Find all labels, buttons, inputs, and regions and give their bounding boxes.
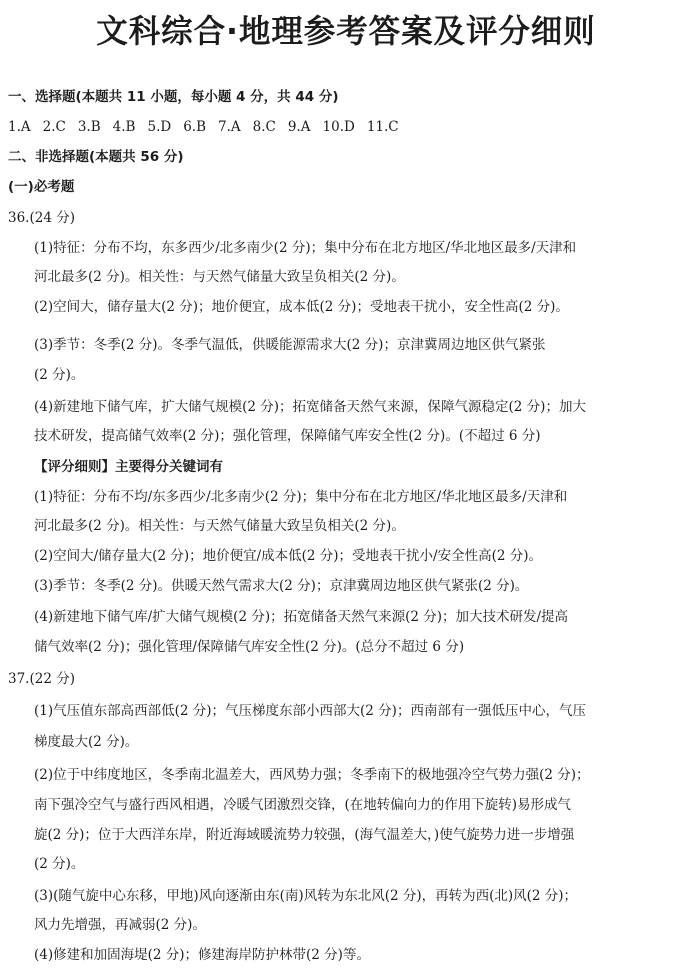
rubric-line: (4)新建地下储气库/扩大储气规模(2 分)；拓宽储备天然气来源(2 分)；加大技术研发/提高: [34, 609, 569, 625]
mc-answer: 10.D: [322, 119, 355, 135]
answer-line: 旋(2 分)；位于大西洋东岸，附近海域暖流势力较强，(海气温差大，)使气旋势力进一步增强: [34, 827, 575, 843]
answer-line: (4)修建和加固海堤(2 分)；修建海岸防护林带(2 分)等。: [34, 947, 370, 963]
rubric-line: 河北最多(2 分)。相关性：与天然气储量大致呈负相关(2 分)。: [34, 518, 405, 534]
rubric-heading: 【评分细则】主要得分关键词有: [34, 459, 223, 475]
answer-line: (2 分)。: [34, 367, 85, 383]
section2-heading: 二、非选择题(本题共 56 分): [8, 149, 184, 165]
mc-answer: 8.C: [252, 119, 276, 135]
rubric-line: 储气效率(2 分)；强化管理/保障储气库安全性(2 分)。(总分不超过 6 分): [34, 639, 465, 655]
answer-line: (3)(随气旋中心东移，甲地)风向逐渐由东(南)风转为东北风(2 分)，再转为西(北)风(2 分)；: [34, 888, 578, 904]
mc-answer: 11.C: [366, 119, 399, 135]
answer-line: 南下强冷空气与盛行西风相遇，冷暖气团激烈交锋，(在地转偏向力的作用下旋转)易形成气: [34, 797, 572, 813]
rubric-line: (1)特征：分布不均/东多西少/北多南少(2 分)；集中分布在北方地区/华北地区最多/天津和: [34, 489, 568, 505]
rubric-line: (2)空间大/储存量大(2 分)；地价便宜/成本低(2 分)；受地表干扰小/安全性高(2 分)。: [34, 548, 543, 564]
answer-line: 梯度最大(2 分)。: [34, 734, 139, 750]
answer-line: (1)气压值东部高西部低(2 分)；气压梯度东部小西部大(2 分)；西南部有一强低压中心，气压: [34, 703, 586, 719]
mc-answer: 4.B: [112, 119, 136, 135]
answer-line: (3)季节：冬季(2 分)。冬季气温低，供暖能源需求大(2 分)；京津冀周边地区供气紧张: [34, 337, 546, 353]
answer-line: 河北最多(2 分)。相关性：与天然气储量大致呈负相关(2 分)。: [34, 269, 405, 285]
mc-answer: 7.A: [218, 119, 241, 135]
answer-line: (2 分)。: [34, 856, 85, 872]
mc-answer: 2.C: [42, 119, 66, 135]
answer-line: (1)特征：分布不均，东多西少/北多南少(2 分)；集中分布在北方地区/华北地区最多/天津和: [34, 240, 577, 256]
section1-heading: 一、选择题(本题共 11 小题，每小题 4 分，共 44 分): [8, 89, 339, 105]
answer-line: (4)新建地下储气库，扩大储气规模(2 分)；拓宽储备天然气来源，保障气源稳定(2 分)；加大: [34, 399, 586, 415]
mc-answer: 1.A: [8, 119, 31, 135]
answer-line: 风力先增强，再减弱(2 分)。: [34, 917, 206, 933]
page-title: 文科综合·地理参考答案及评分细则: [96, 12, 596, 50]
answer-line: (2)空间大，储存量大(2 分)；地价便宜，成本低(2 分)；受地表干扰小，安全性高(2 分)。: [34, 299, 569, 315]
mc-answer-list: [8, 118, 411, 136]
rubric-line: (3)季节：冬季(2 分)。供暖天然气需求大(2 分)；京津冀周边地区供气紧张(2 分)。: [34, 578, 529, 594]
answer-line: 技术研发，提高储气效率(2 分)；强化管理，保障储气库安全性(2 分)。(不超过 6 分): [34, 428, 541, 444]
mc-answer: 9.A: [287, 119, 311, 135]
required-questions-heading: (一)必考题: [8, 179, 75, 195]
question-37-header: 37.(22 分): [8, 671, 75, 687]
question-36-header: 36.(24 分): [8, 210, 75, 226]
mc-answer: 3.B: [77, 119, 101, 135]
answer-line: (2)位于中纬度地区，冬季南北温差大，西风势力强；冬季南下的极地强冷空气势力强(2 分)；: [34, 767, 590, 783]
mc-answer: 5.D: [147, 119, 172, 135]
mc-answer: 6.B: [183, 119, 207, 135]
